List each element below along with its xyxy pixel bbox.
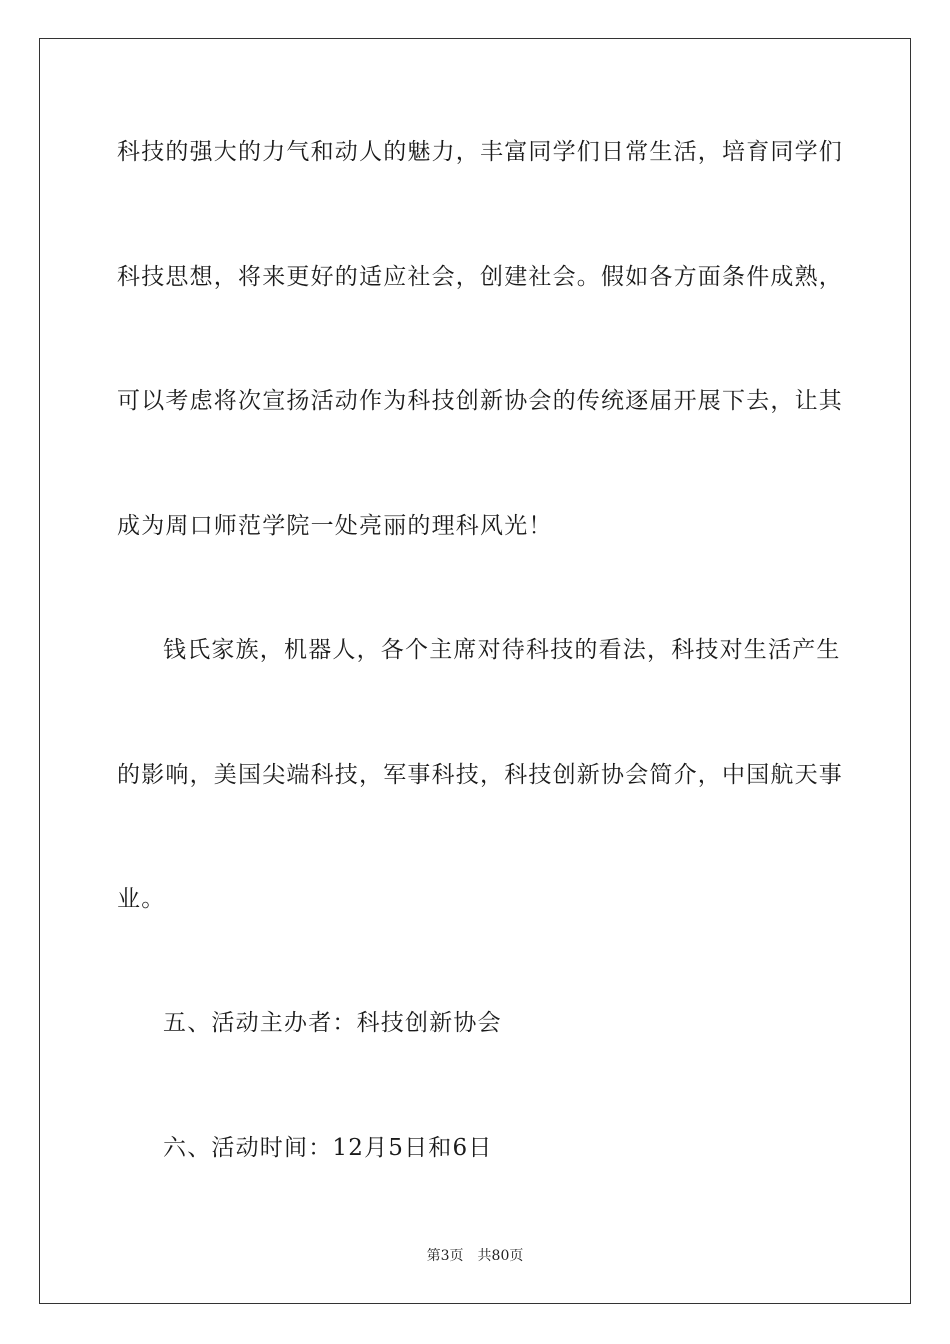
- page-footer: [0, 1246, 950, 1266]
- body-line-1: 科技的强大的力气和动人的魅力，丰富同学们日常生活，培育同学们: [117, 139, 843, 165]
- page-number: 第3页: [426, 1248, 464, 1264]
- body-line-4: 成为周口师范学院一处亮丽的理科风光！: [117, 513, 553, 539]
- section-five-heading: 五、活动主办者：科技创新协会: [163, 1010, 502, 1036]
- body-line-6: 的影响，美国尖端科技，军事科技，科技创新协会简介，中国航天事: [117, 762, 843, 788]
- page-total: 共80页: [477, 1248, 524, 1264]
- body-line-5: 钱氏家族，机器人，各个主席对待科技的看法，科技对生活产生: [163, 637, 841, 663]
- page-border: [39, 38, 911, 1304]
- body-line-3: 可以考虑将次宣扬活动作为科技创新协会的传统逐届开展下去，让其: [117, 388, 843, 414]
- body-line-2: 科技思想，将来更好的适应社会，创建社会。假如各方面条件成熟，: [117, 264, 843, 290]
- section-six-heading: 六、活动时间：12月5日和6日: [163, 1135, 493, 1161]
- body-line-7: 业。: [117, 886, 166, 912]
